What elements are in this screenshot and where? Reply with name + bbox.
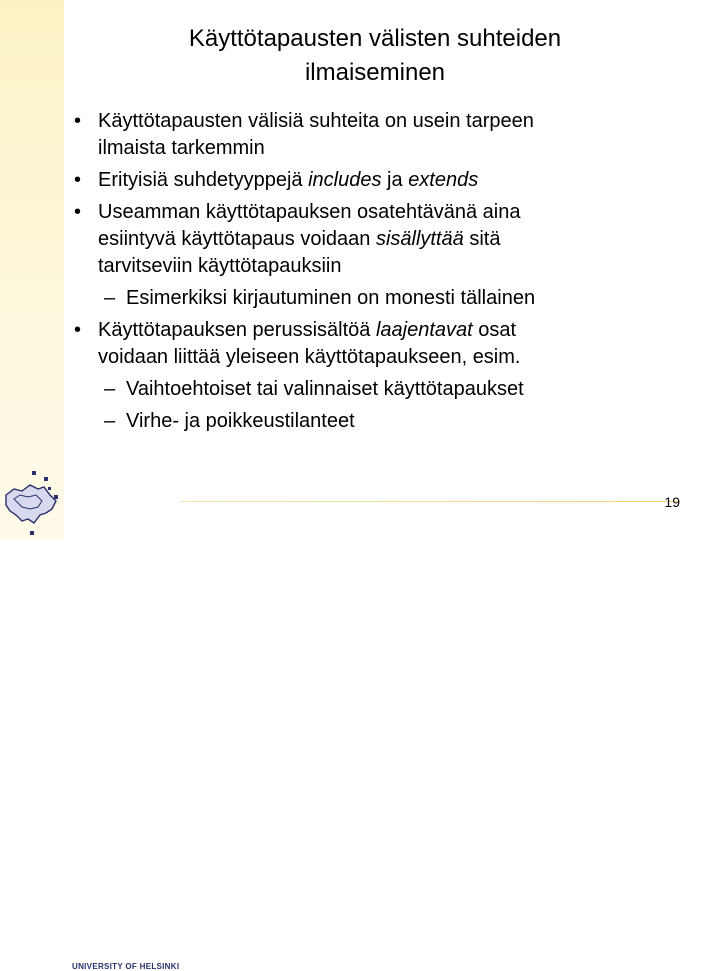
bullet-4-line-1 xyxy=(98,317,706,344)
bullet-3-line-2-prefix: esiintyvä käyttötapaus voidaan xyxy=(98,228,376,250)
bullet-2-includes: includes xyxy=(308,169,382,191)
slide-title-line-1: Käyttötapausten välisten suhteiden xyxy=(188,25,562,52)
left-decorative-band xyxy=(0,0,64,540)
bullet-marker: • xyxy=(74,319,82,341)
bullet-2-extends: extends xyxy=(408,169,479,191)
bullet-3-line-1: Useamman käyttötapauksen osatehtävänä aina xyxy=(98,201,521,223)
bullet-3-emphasis: sisällyttää xyxy=(375,228,464,250)
bullet-item-4 xyxy=(66,317,706,371)
helsinki-map-logo-icon xyxy=(0,465,70,540)
bullet-item-3 xyxy=(66,199,706,280)
page-number: 19 xyxy=(664,494,680,510)
bullet-marker: • xyxy=(74,169,82,191)
bullet-item-2 xyxy=(66,167,706,194)
bullet-2-mid: ja xyxy=(381,169,409,191)
bullet-marker: • xyxy=(74,110,82,132)
bullet-2-line-1 xyxy=(98,167,706,194)
sub-bullet-4-1-text: Vaihtoehtoiset tai valinnaiset käyttötapaukset xyxy=(126,378,524,400)
bullet-4-line-1-prefix: Käyttötapauksen perussisältöä xyxy=(98,319,376,341)
dash-marker: – xyxy=(104,378,116,400)
bullet-3-line-2 xyxy=(98,226,706,253)
bullet-3-line-2-suffix: sitä xyxy=(463,228,501,250)
dash-marker: – xyxy=(104,287,116,309)
university-logo xyxy=(0,465,210,971)
sub-bullet-4-1 xyxy=(66,376,706,403)
slide-title xyxy=(90,22,660,90)
sub-bullet-3-1-text: Esimerkiksi kirjautuminen on monesti tällainen xyxy=(126,287,536,309)
footer-divider xyxy=(180,501,680,502)
bullet-4-line-2: voidaan liittää yleiseen käyttötapaukseen, esim. xyxy=(98,346,521,368)
bullet-4-emphasis: laajentavat xyxy=(375,319,473,341)
slide-body xyxy=(66,108,706,440)
bullet-1-line-2: ilmaista tarkemmin xyxy=(98,137,265,159)
university-logo-text: UNIVERSITY OF HELSINKI xyxy=(72,962,180,971)
bullet-3-line-3: tarvitseviin käyttötapauksiin xyxy=(98,255,342,277)
slide-title-line-2: ilmaiseminen xyxy=(304,59,446,86)
dash-marker: – xyxy=(104,410,116,432)
sub-bullet-4-2-text: Virhe- ja poikkeustilanteet xyxy=(126,410,355,432)
sub-bullet-3-1 xyxy=(66,285,706,312)
sub-bullet-4-2 xyxy=(66,408,706,435)
bullet-2-prefix: Erityisiä suhdetyyppejä xyxy=(98,169,309,191)
bullet-1-line-1: Käyttötapausten välisiä suhteita on usein tarpeen xyxy=(98,110,534,132)
bullet-4-line-1-suffix: osat xyxy=(472,319,517,341)
bullet-item-1 xyxy=(66,108,706,162)
bullet-marker: • xyxy=(74,201,82,223)
